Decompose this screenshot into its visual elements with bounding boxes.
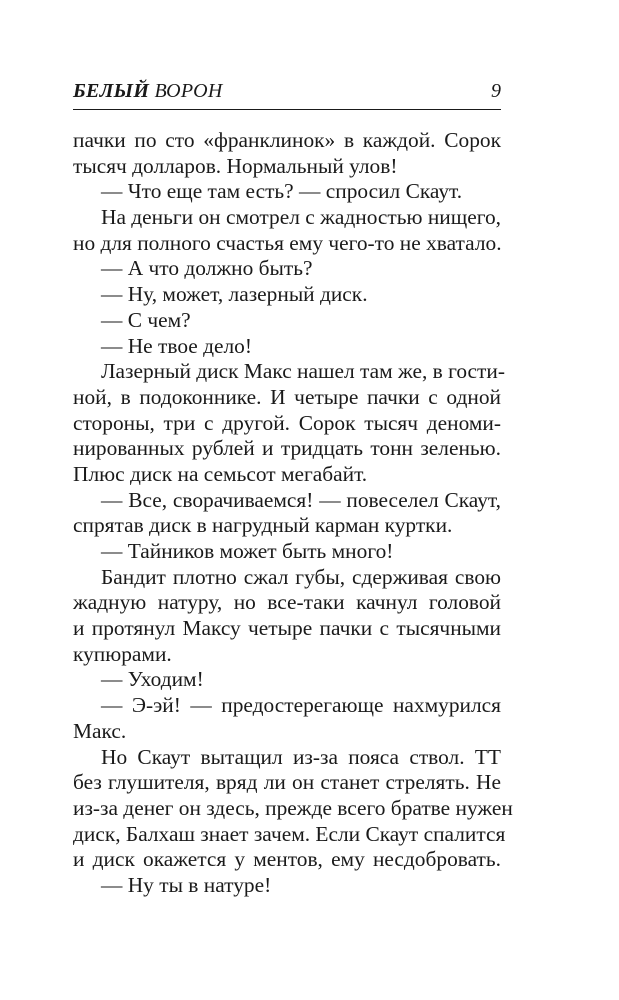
text-line: — Ну ты в натуре! xyxy=(101,872,272,897)
text-line: тысяч долларов. Нормальный улов! xyxy=(73,153,398,178)
text-line: — Уходим! xyxy=(101,667,204,692)
text-line: — Тайников может быть много! xyxy=(101,539,394,563)
text-line: — Ну, может, лазерный диск. xyxy=(101,282,368,307)
book-title-first-word: БЕЛЫЙ xyxy=(73,80,150,102)
text-line: ной, в подоконнике. И четыре пачки с одной xyxy=(73,384,501,409)
text-line: Лазерный диск Макс нашел там же, в гости- xyxy=(101,359,505,384)
text-line: Но Скаут вытащил из-за пояса ствол. ТТ xyxy=(101,744,501,769)
header-divider xyxy=(73,109,501,110)
text-line: и диск окажется у ментов, ему несдобровать. xyxy=(73,847,501,872)
text-line: — Э-эй! — предостерегающе нахмурился xyxy=(101,693,501,718)
running-header xyxy=(73,78,501,104)
text-line: Бандит плотно сжал губы, сдерживая свою xyxy=(101,564,501,589)
text-line: Макс. xyxy=(73,718,127,743)
book-title xyxy=(73,78,223,104)
text-line: диск, Балхаш знает зачем. Если Скаут спалится xyxy=(73,821,506,846)
text-line: из-за денег он здесь, прежде всего братве нужен xyxy=(73,795,513,820)
text-line: жадную натуру, но все-таки качнул головой xyxy=(73,590,501,615)
page-number: 9 xyxy=(491,80,501,102)
text-line: но для полного счастья ему чего-то не хватало. xyxy=(73,230,502,255)
text-line: На деньги он смотрел с жадностью нищего, xyxy=(101,205,501,230)
text-line: без глушителя, вряд ли он станет стрелять. Не xyxy=(73,770,501,795)
text-line: — Все, сворачиваемся! — повеселел Скаут, xyxy=(101,487,501,512)
text-line: спрятав диск в нагрудный карман куртки. xyxy=(73,513,453,538)
text-line: Плюс диск на семьсот мегабайт. xyxy=(73,461,368,486)
text-line: — С чем? xyxy=(101,307,191,332)
text-line: пачки по сто «франклинок» в каждой. Сорок xyxy=(73,128,501,152)
text-line: — А что должно быть? xyxy=(101,256,313,281)
text-line: нированных рублей и тридцать тонн зеленью. xyxy=(73,436,501,461)
text-line: стороны, три с другой. Сорок тысяч деноми- xyxy=(73,410,501,435)
page-body xyxy=(73,128,513,899)
text-line: и протянул Максу четыре пачки с тысячными xyxy=(73,616,501,641)
text-line: — Не твое дело! xyxy=(101,333,252,358)
text-line: — Что еще там есть? — спросил Скаут. xyxy=(101,179,463,204)
text-line: купюрами. xyxy=(73,641,172,666)
book-title-second-word: ВОРОН xyxy=(149,80,223,102)
